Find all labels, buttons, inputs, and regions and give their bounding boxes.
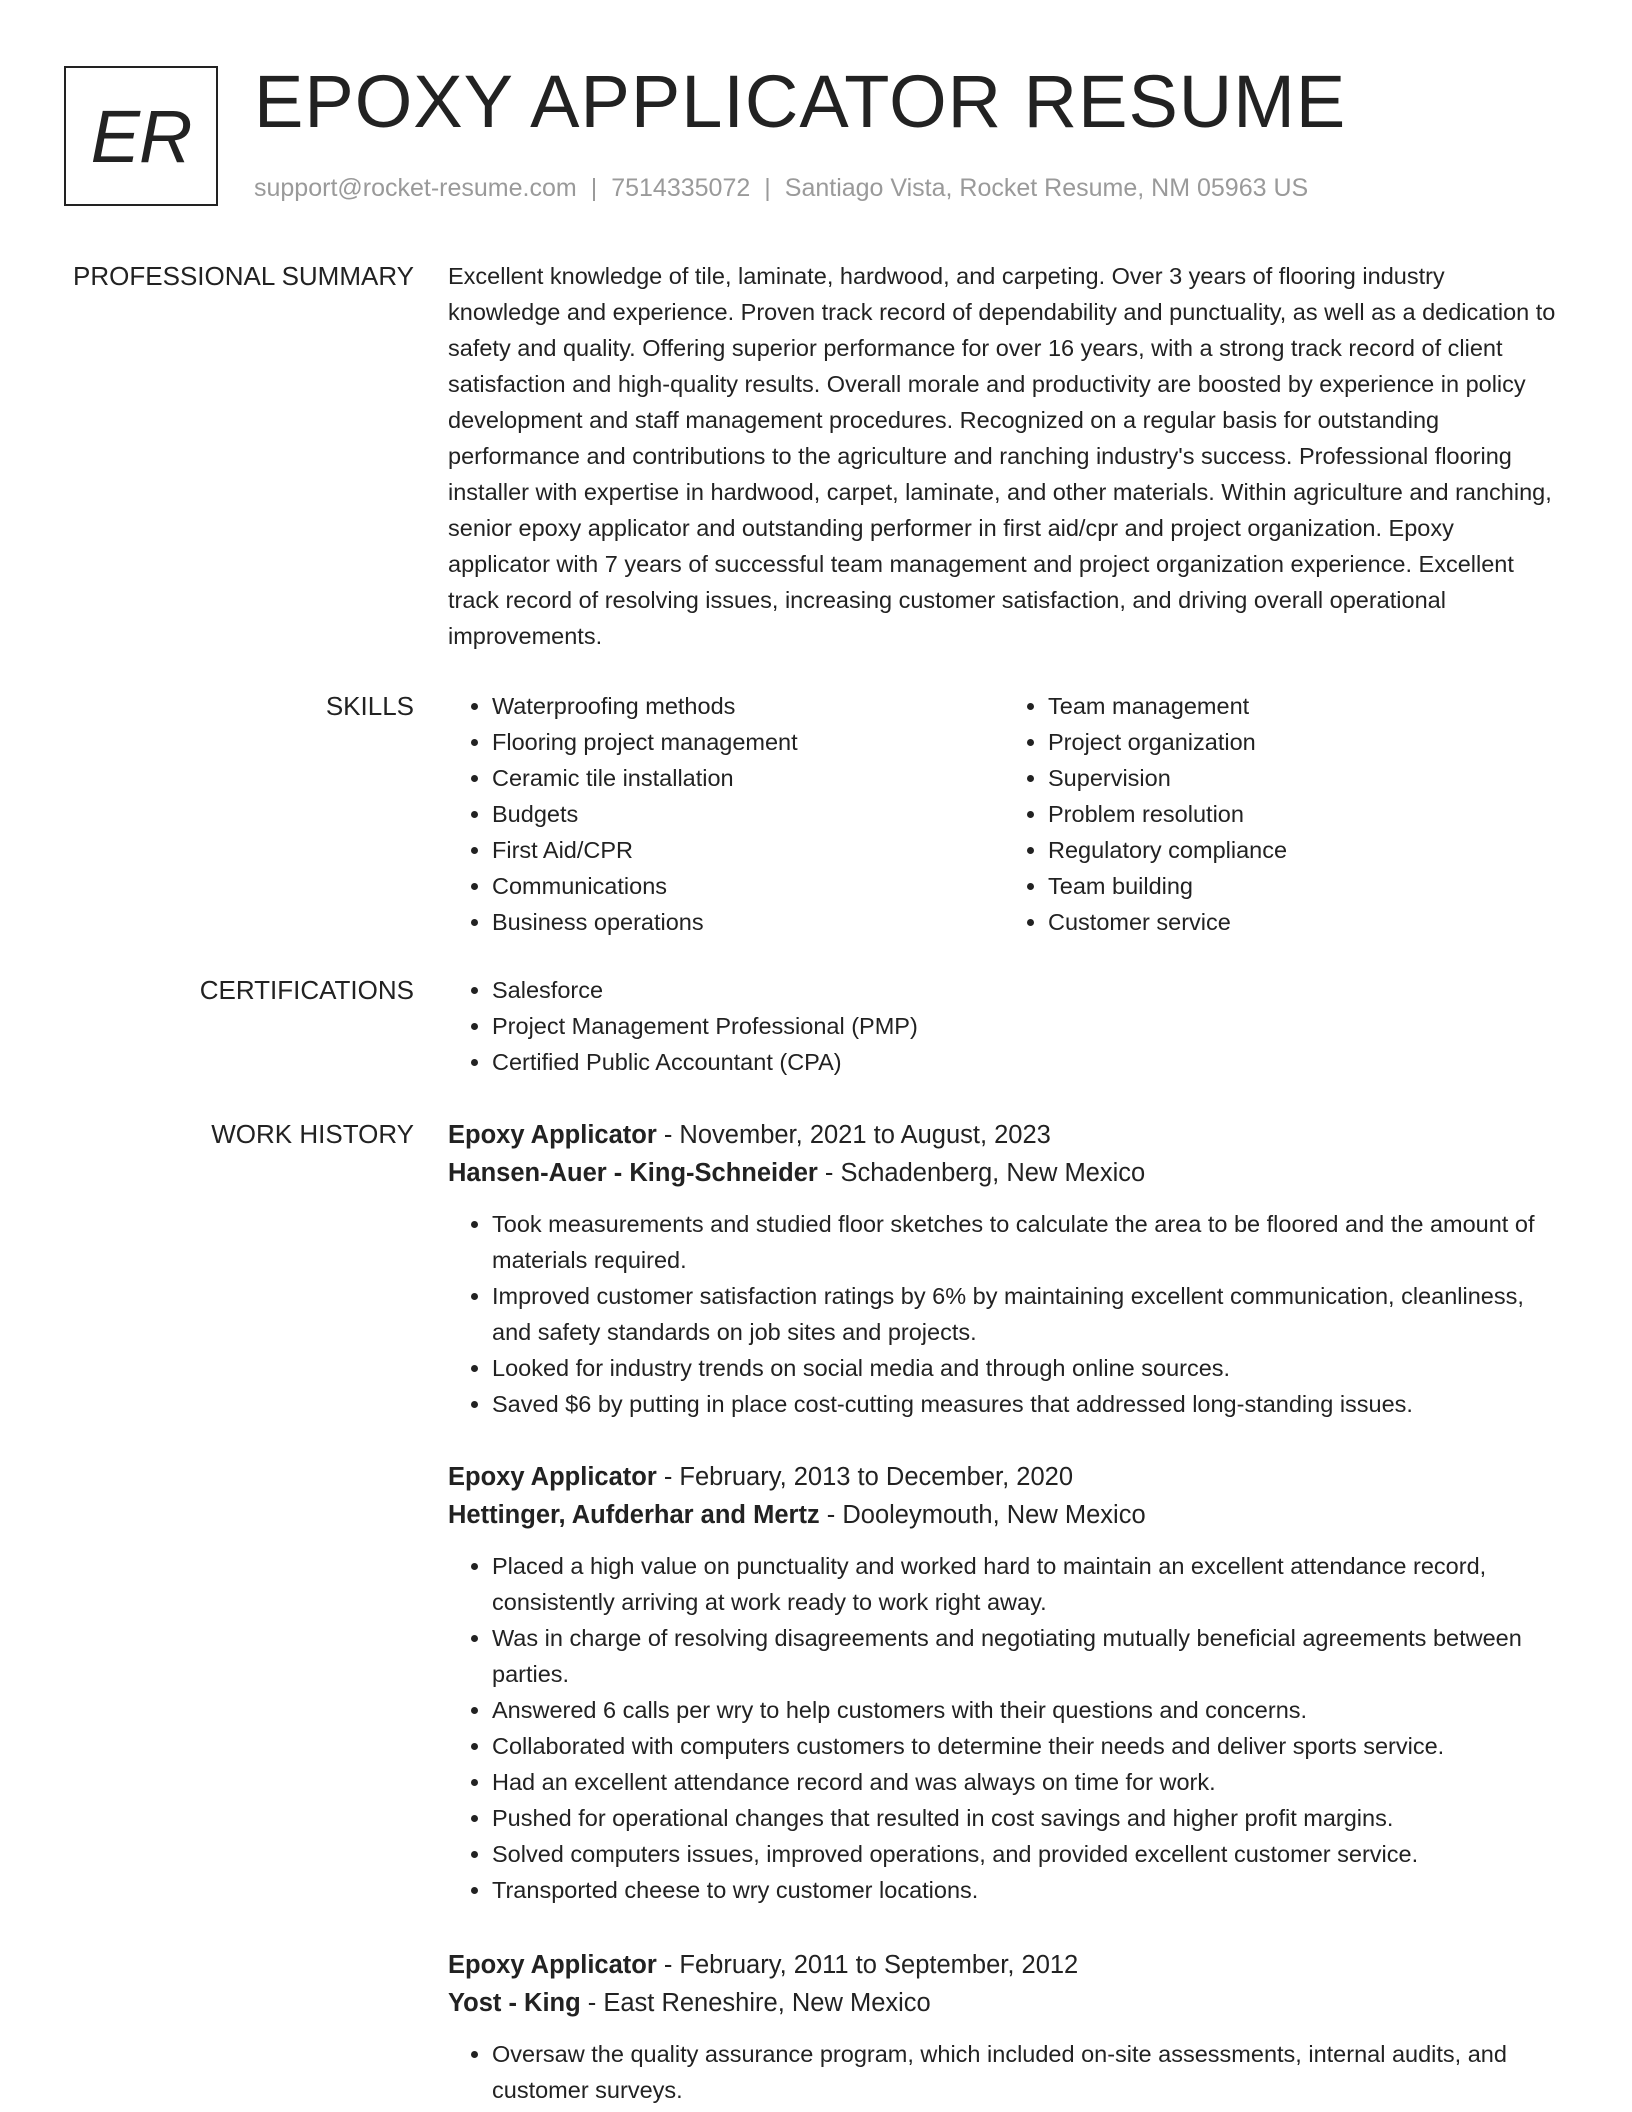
resume-title: EPOXY APPLICATOR RESUME bbox=[254, 60, 1347, 143]
job-bullet: • Solved computers issues, improved operations, and provided excellent customer service. bbox=[492, 1836, 1560, 1872]
job-location: - Dooleymouth, New Mexico bbox=[819, 1501, 1146, 1529]
skill-item: • Waterproofing methods bbox=[492, 688, 1004, 724]
job-dates: - November, 2021 to August, 2023 bbox=[656, 1121, 1051, 1149]
job-title: Epoxy Applicator bbox=[448, 1951, 657, 1979]
skill-item: • Project organization bbox=[1048, 724, 1560, 760]
job-bullet: • Pushed for operational changes that resulted in cost savings and higher profit margins. bbox=[492, 1800, 1560, 1836]
skill-item: • Supervision bbox=[1048, 760, 1560, 796]
skill-item: • Regulatory compliance bbox=[1048, 832, 1560, 868]
contact-phone: 7514335072 bbox=[611, 174, 751, 202]
work-history-heading: WORK HISTORY bbox=[211, 1119, 414, 1149]
job-company: Hettinger, Aufderhar and Mertz bbox=[448, 1501, 820, 1529]
job-bullet: • Improved customer satisfaction ratings by 6% by maintaining excellent communication, cleanliness, and safety standards on job sites and projects. bbox=[492, 1278, 1560, 1350]
job-title: Epoxy Applicator bbox=[448, 1121, 657, 1149]
certification-item: • Project Management Professional (PMP) bbox=[492, 1008, 1560, 1044]
skill-item: • Communications bbox=[492, 868, 1004, 904]
skill-item: • Problem resolution bbox=[1048, 796, 1560, 832]
skill-item: • Business operations bbox=[492, 904, 1004, 940]
monogram-logo: ER bbox=[64, 66, 218, 206]
job-company-line bbox=[448, 1496, 1560, 1534]
job-title: Epoxy Applicator bbox=[448, 1463, 657, 1491]
job-bullet: • Answered 6 calls per wry to help customers with their questions and concerns. bbox=[492, 1692, 1560, 1728]
skill-item: • Customer service bbox=[1048, 904, 1560, 940]
job-bullets bbox=[448, 2036, 1560, 2108]
skills-list-right bbox=[1004, 688, 1560, 940]
job-bullet: • Placed a high value on punctuality and worked hard to maintain an excellent attendance record, consistently arriving at work ready to work right away. bbox=[492, 1548, 1560, 1620]
job-bullet: • Had an excellent attendance record and was always on time for work. bbox=[492, 1764, 1560, 1800]
skill-item: • First Aid/CPR bbox=[492, 832, 1004, 868]
skill-item: • Team management bbox=[1048, 688, 1560, 724]
job-entry bbox=[448, 1116, 1560, 1422]
job-bullet: • Saved $6 by putting in place cost-cutting measures that addressed long-standing issues. bbox=[492, 1386, 1560, 1422]
job-company: Hansen-Auer - King-Schneider bbox=[448, 1159, 818, 1187]
skills-list-left bbox=[448, 688, 1004, 940]
skill-item: • Team building bbox=[1048, 868, 1560, 904]
job-bullet: • Oversaw the quality assurance program, which included on-site assessments, internal audits, and customer surveys. bbox=[492, 2036, 1560, 2108]
job-entry bbox=[448, 1458, 1560, 1908]
job-company-line bbox=[448, 1984, 1560, 2022]
contact-separator: | bbox=[764, 174, 771, 202]
summary-text: Excellent knowledge of tile, laminate, hardwood, and carpeting. Over 3 years of flooring industry knowledge and experience. Proven track record of dependability and punctuality, as well as a dedication to safety and quality. Offering superior performance for over 16 years, with a strong track record of client satisfaction and high-quality results. Overall morale and productivity are boosted by experience in policy development and staff management procedures. Recognized on a regular basis for outstanding performance and contributions to the agriculture and ranching industry's success. Professional flooring installer with expertise in hardwood, carpet, laminate, and other materials. Within agriculture and ranching, senior epoxy applicator and outstanding performer in first aid/cpr and project organization. Epoxy applicator with 7 years of successful team management and project organization experience. Excellent track record of resolving issues, increasing customer satisfaction, and driving overall operational improvements. bbox=[448, 263, 1556, 649]
summary-heading: PROFESSIONAL SUMMARY bbox=[73, 261, 414, 291]
skill-item: • Ceramic tile installation bbox=[492, 760, 1004, 796]
job-entry bbox=[448, 1946, 1560, 2108]
job-bullet: • Collaborated with computers customers to determine their needs and deliver sports service. bbox=[492, 1728, 1560, 1764]
job-bullet: • Looked for industry trends on social media and through online sources. bbox=[492, 1350, 1560, 1386]
job-bullets bbox=[448, 1206, 1560, 1422]
job-company: Yost - King bbox=[448, 1989, 581, 2017]
skill-item: • Flooring project management bbox=[492, 724, 1004, 760]
job-title-line bbox=[448, 1116, 1560, 1154]
job-title-line bbox=[448, 1946, 1560, 1984]
certification-item: • Salesforce bbox=[492, 972, 1560, 1008]
job-dates: - February, 2013 to December, 2020 bbox=[656, 1463, 1074, 1491]
job-dates: - February, 2011 to September, 2012 bbox=[656, 1951, 1079, 1979]
job-bullet: • Transported cheese to wry customer locations. bbox=[492, 1872, 1560, 1908]
skills-heading: SKILLS bbox=[325, 691, 414, 721]
job-bullet: • Was in charge of resolving disagreements and negotiating mutually beneficial agreements between parties. bbox=[492, 1620, 1560, 1692]
job-location: - East Reneshire, New Mexico bbox=[580, 1989, 931, 2017]
skill-item: • Budgets bbox=[492, 796, 1004, 832]
certification-item: • Certified Public Accountant (CPA) bbox=[492, 1044, 1560, 1080]
contact-email: support@rocket-resume.com bbox=[254, 174, 577, 202]
job-title-line bbox=[448, 1458, 1560, 1496]
job-company-line bbox=[448, 1154, 1560, 1192]
contact-address: Santiago Vista, Rocket Resume, NM 05963 US bbox=[784, 174, 1309, 202]
job-location: - Schadenberg, New Mexico bbox=[817, 1159, 1146, 1187]
contact-separator: | bbox=[590, 174, 598, 202]
certifications-heading: CERTIFICATIONS bbox=[199, 975, 414, 1005]
job-bullet: • Took measurements and studied floor sketches to calculate the area to be floored and the amount of materials required. bbox=[492, 1206, 1560, 1278]
certifications-list bbox=[448, 972, 1560, 1080]
contact-line bbox=[254, 174, 1308, 203]
job-bullets bbox=[448, 1548, 1560, 1908]
